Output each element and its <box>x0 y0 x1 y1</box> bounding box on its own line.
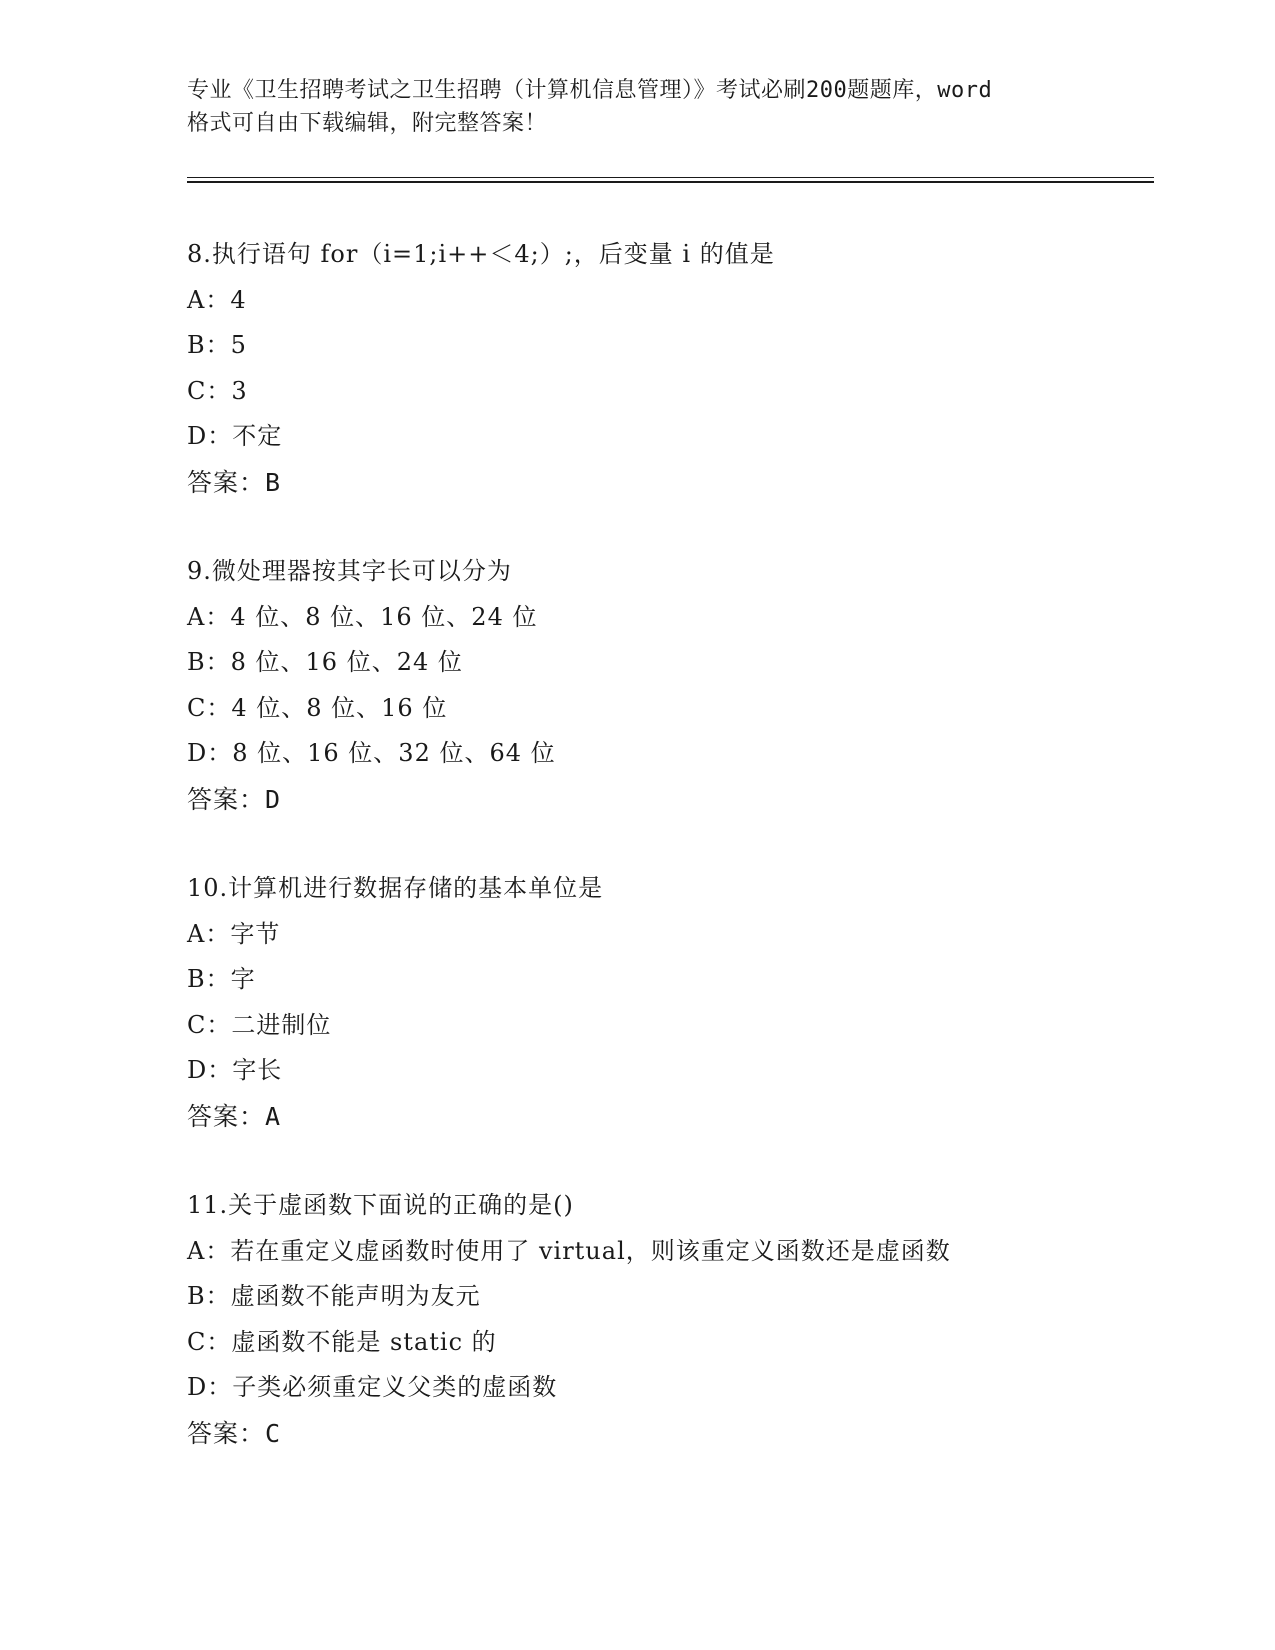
header-divider-top <box>187 177 1154 178</box>
question-stem: 9.微处理器按其字长可以分为 <box>187 557 512 585</box>
option-b: B：虚函数不能声明为友元 <box>187 1282 481 1310</box>
question-list <box>187 232 1147 1500</box>
answer-line: 答案：B <box>187 467 282 497</box>
answer-line: 答案：D <box>187 784 282 814</box>
option-c: C：虚函数不能是 static 的 <box>187 1327 497 1356</box>
question-10 <box>187 866 1147 1139</box>
question-stem: 11.关于虚函数下面说的正确的是() <box>187 1191 574 1219</box>
answer-line: 答案：A <box>187 1101 282 1131</box>
option-c: C：3 <box>187 376 248 405</box>
option-b: B：字 <box>187 965 256 993</box>
option-a: A：若在重定义虚函数时使用了 virtual，则该重定义函数还是虚函数 <box>187 1236 951 1265</box>
header-divider-bottom <box>187 181 1154 183</box>
answer-line: 答案：C <box>187 1418 282 1448</box>
question-stem: 8.执行语句 for（i=1;i++＜4;）;，后变量 i 的值是 <box>187 240 775 268</box>
header-line-2: 格式可自由下载编辑，附完整答案！ <box>187 111 548 136</box>
option-d: D：子类必须重定义父类的虚函数 <box>187 1373 558 1401</box>
option-c: C：二进制位 <box>187 1010 332 1039</box>
question-8 <box>187 232 1147 505</box>
option-a: A：字节 <box>187 919 281 948</box>
question-stem: 10.计算机进行数据存储的基本单位是 <box>187 874 604 902</box>
option-d: D：不定 <box>187 422 283 450</box>
question-11 <box>187 1183 1147 1456</box>
option-a: A：4 <box>187 285 247 314</box>
option-d: D：字长 <box>187 1056 283 1084</box>
option-b: B：5 <box>187 331 247 359</box>
option-a: A：4 位、8 位、16 位、24 位 <box>187 602 538 631</box>
option-b: B：8 位、16 位、24 位 <box>187 648 463 676</box>
option-c: C：4 位、8 位、16 位 <box>187 693 448 722</box>
header-line-1: 专业《卫生招聘考试之卫生招聘（计算机信息管理）》考试必刷200题题库，word <box>187 78 993 103</box>
document-header <box>187 74 1087 140</box>
option-d: D：8 位、16 位、32 位、64 位 <box>187 739 556 767</box>
question-9 <box>187 549 1147 822</box>
